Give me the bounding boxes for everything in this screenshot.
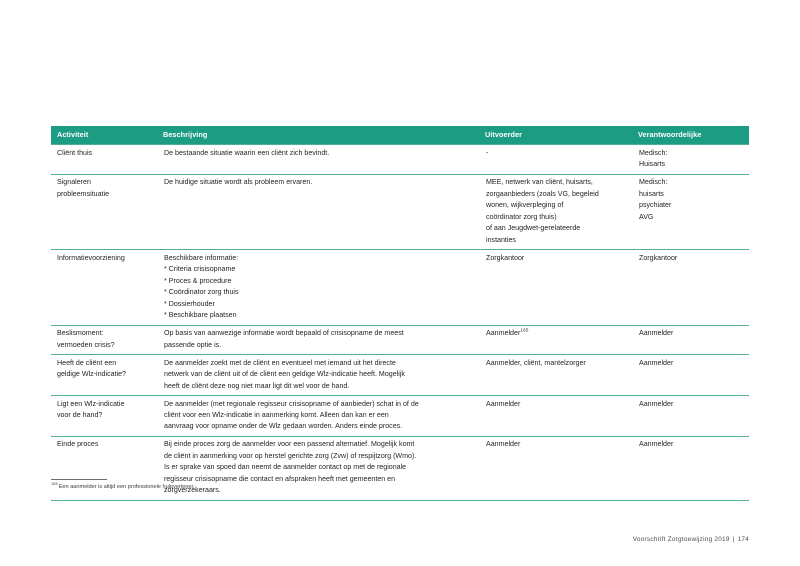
table-row: [51, 174, 749, 249]
cell-beschrijving: [157, 250, 479, 325]
column-header-uitvoerder: Uitvoerder: [479, 126, 632, 145]
cell-activiteit: [51, 174, 157, 249]
cell-line: de cliënt in aanmerking voor op herstel gerichte zorg (Zvw) of respijtzorg (Wmo).: [164, 451, 417, 460]
footnote-area: [51, 479, 451, 492]
table-body: [51, 145, 749, 501]
cell-uitvoerder: [479, 250, 632, 325]
cell-line: De aanmelder (met regionale regisseur crisisopname of aanbieder) schat in of de: [164, 399, 419, 408]
cell-line: Signaleren: [57, 178, 91, 187]
cell-verantwoordelijke: [632, 174, 749, 249]
cell-line: -: [486, 148, 489, 157]
column-header-activiteit: Activiteit: [51, 126, 157, 145]
table-row: [51, 325, 749, 354]
cell-uitvoerder: [479, 145, 632, 174]
cell-verantwoordelijke: [632, 145, 749, 174]
cell-line: Aanmelder: [639, 399, 674, 408]
cell-line: huisarts: [639, 189, 664, 198]
cell-line: * Beschikbare plaatsen: [164, 311, 237, 320]
cell-line: psychiater: [639, 201, 672, 210]
cell-line: cliënt voor een Wlz-indicatie in aanmerking komt. Alleen dan kan er een: [164, 411, 389, 419]
cell-line: * Criteria crisisopname: [164, 265, 236, 274]
cell-line: AVG: [639, 212, 654, 221]
cell-line: Aanmelder: [639, 358, 674, 367]
cell-activiteit: [51, 250, 157, 325]
cell-activiteit: [51, 145, 157, 174]
footnote-reference: 165: [520, 327, 529, 333]
cell-line: De huidige situatie wordt als probleem ervaren.: [164, 178, 313, 187]
cell-line: regisseur crisisopname die contact en afspraken heeft met gemeenten en: [164, 474, 396, 483]
cell-line: heeft de cliënt deze nog niet maar ligt dit wel voor de hand.: [164, 381, 350, 390]
footnote-marker: 165: [51, 481, 58, 487]
cell-line: Bij einde proces zorg de aanmelder voor een passend alternatief. Mogelijk komt: [164, 440, 415, 449]
cell-line: probleemsituatie: [57, 189, 110, 198]
cell-uitvoerder: [479, 355, 632, 396]
cell-line: Op basis van aanwezige informatie wordt bepaald of crisisopname de meest: [164, 329, 404, 338]
cell-uitvoerder: [479, 436, 632, 500]
cell-line: Zorgkantoor: [639, 253, 678, 262]
column-header-verantwoordelijke: Verantwoordelijke: [632, 126, 749, 145]
cell-beschrijving: [157, 325, 479, 354]
cell-line: De bestaande situatie waarin een cliënt zich bevindt.: [164, 148, 330, 157]
process-table: [51, 126, 749, 501]
cell-line: * Dossierhouder: [164, 299, 215, 308]
table-row: [51, 396, 749, 437]
cell-uitvoerder: [479, 325, 632, 354]
cell-line: Informatievoorziening: [57, 253, 125, 262]
cell-line: voor de hand?: [57, 411, 103, 419]
cell-line: Aanmelder, cliënt, mantelzorger: [486, 358, 586, 367]
cell-line: Beschikbare informatie:: [164, 253, 239, 262]
cell-line: Cliënt thuis: [57, 148, 93, 157]
cell-line: passende optie is.: [164, 340, 222, 349]
cell-line: * Proces & procedure: [164, 276, 232, 285]
cell-line: Aanmelder: [486, 440, 521, 449]
cell-line: * Coördinator zorg thuis: [164, 288, 239, 297]
column-header-beschrijving: Beschrijving: [157, 126, 479, 145]
cell-line: Medisch:: [639, 178, 668, 187]
cell-verantwoordelijke: [632, 325, 749, 354]
footnote-body: Een aanmelder is altijd een professionele hulpverlener.: [58, 484, 195, 490]
cell-verantwoordelijke: [632, 355, 749, 396]
cell-beschrijving: [157, 355, 479, 396]
cell-verantwoordelijke: [632, 396, 749, 437]
cell-uitvoerder: [479, 174, 632, 249]
cell-line: vermoeden crisis?: [57, 340, 115, 349]
cell-activiteit: [51, 355, 157, 396]
cell-line: Beslismoment:: [57, 329, 104, 338]
cell-line: of aan Jeugdwet-gerelateerde: [486, 224, 581, 233]
cell-line: netwerk van de cliënt uit of de cliënt een geldige Wlz-indicatie heeft. Mogelijk: [164, 370, 405, 379]
footer-page-number: 174: [737, 536, 749, 543]
cell-line: coördinator zorg thuis): [486, 212, 557, 221]
table-header: [51, 126, 749, 145]
footer-document-title: Voorschrift Zorgtoewijzing 2019: [632, 536, 730, 543]
cell-line: Aanmelder: [486, 399, 521, 408]
page-footer: [633, 536, 749, 543]
cell-line: Is er sprake van spoed dan neemt de aanmelder contact op met de regionale: [164, 463, 407, 472]
cell-line: Medisch:: [639, 148, 668, 157]
cell-line: zorgaanbieders (zoals VG, begeleid: [486, 189, 599, 198]
cell-beschrijving: [157, 145, 479, 174]
cell-line: geldige Wlz-indicatie?: [57, 370, 127, 379]
cell-uitvoerder: [479, 396, 632, 437]
cell-line: Huisarts: [639, 160, 666, 169]
cell-verantwoordelijke: [632, 436, 749, 500]
footnote-divider: [51, 479, 107, 480]
table-header-row: [51, 126, 749, 145]
cell-line: Einde proces: [57, 440, 99, 449]
table-row: [51, 250, 749, 325]
cell-line: Aanmelder: [639, 440, 674, 449]
cell-verantwoordelijke: [632, 250, 749, 325]
cell-beschrijving: [157, 174, 479, 249]
cell-line: zorgverzekeraars.: [164, 486, 221, 495]
cell-line: De aanmelder zoekt met de cliënt en eventueel met iemand uit het directe: [164, 358, 396, 367]
cell-line: MEE, netwerk van cliënt, huisarts,: [486, 178, 593, 187]
footer-separator: |: [732, 536, 735, 543]
cell-line: Aanmelder: [639, 329, 674, 338]
table-row: [51, 355, 749, 396]
cell-beschrijving: [157, 396, 479, 437]
cell-activiteit: [51, 396, 157, 437]
table-row: [51, 145, 749, 174]
footnote-text: [51, 481, 451, 492]
cell-line: Aanmelder$^{165}$: [486, 327, 529, 338]
cell-line: Ligt een Wlz-indicatie: [57, 399, 125, 408]
cell-activiteit: [51, 325, 157, 354]
cell-line: Heeft de cliënt een: [57, 358, 117, 367]
cell-line: wonen, wijkverpleging of: [486, 201, 564, 210]
cell-line: instanties: [486, 235, 516, 244]
cell-line: aanvraag voor opname onder de Wlz gedaan worden. Anders einde proces.: [164, 422, 403, 431]
cell-line: Zorgkantoor: [486, 253, 525, 262]
